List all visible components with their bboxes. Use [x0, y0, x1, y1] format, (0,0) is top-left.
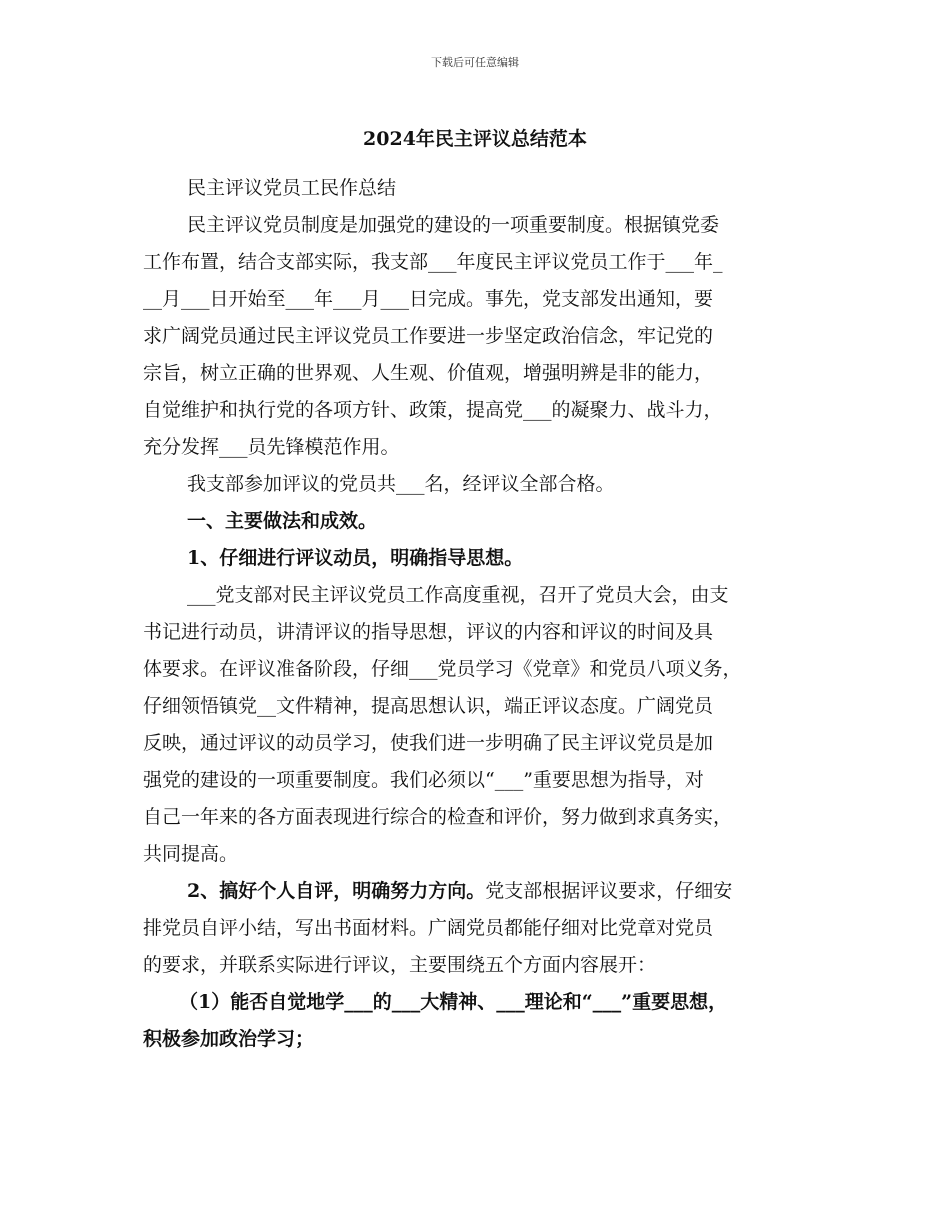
paragraph-line: ___党支部对民主评议党员工作高度重视，召开了党员大会，由支 [187, 584, 729, 606]
page-header: 下载后可任意编辑 [431, 56, 519, 69]
list-item: 积极参加政治学习； [143, 1028, 315, 1050]
paragraph-line: 工作布置，结合支部实际，我支部___年度民主评议党员工作于___年_ [143, 251, 723, 273]
subsection-heading: 1、仔细进行评议动员，明确指导思想。 [187, 547, 524, 569]
paragraph-line: 宗旨，树立正确的世界观、人生观、价值观，增强明辨是非的能力， [143, 362, 714, 384]
paragraph-line: 民主评议党员制度是加强党的建设的一项重要制度。根据镇党委 [187, 214, 720, 236]
paragraph-line: 书记进行动员，讲清评议的指导思想，评议的内容和评议的时间及具 [143, 621, 714, 643]
paragraph-line: 自觉维护和执行党的各项方针、政策，提高党___的凝聚力、战斗力， [143, 399, 723, 421]
subtitle-line: 民主评议党员工民作总结 [187, 177, 397, 199]
paragraph-line: 强党的建设的一项重要制度。我们必须以“___”重要思想为指导，对 [143, 769, 704, 791]
paragraph-line: 自己一年来的各方面表现进行综合的检查和评价，努力做到求真务实， [143, 806, 733, 828]
document-title: 2024年民主评议总结范本 [363, 128, 587, 150]
subsection-heading: 2、搞好个人自评，明确努力方向。 [187, 880, 486, 902]
paragraph-line: __月___日开始至___年___月___日完成。事先，党支部发出通知，要 [143, 288, 714, 310]
paragraph-line: 排党员自评小结，写出书面材料。广阔党员都能仔细对比党章对党员 [143, 917, 714, 939]
paragraph-line: 的要求，并联系实际进行评议，主要围绕五个方面内容展开： [143, 954, 657, 976]
paragraph-line: 我支部参加评议的党员共___名，经评议全部合格。 [187, 473, 615, 495]
list-item: （1）能否自觉地学___的___大精神、___理论和“___”重要思想， [179, 991, 728, 1013]
document-body [143, 170, 815, 1058]
paragraph-line: 仔细领悟镇党__文件精神，提高思想认识，端正评议态度。广阔党员 [143, 695, 714, 717]
paragraph-text: 党支部根据评议要求，仔细安 [485, 880, 733, 902]
section-heading: 一、主要做法和成效。 [187, 510, 378, 532]
paragraph-line: 反映，通过评议的动员学习，使我们进一步明确了民主评议党员是加 [143, 732, 714, 754]
paragraph-line: 共同提高。 [143, 843, 239, 865]
paragraph-line: 求广阔党员通过民主评议党员工作要进一步坚定政治信念，牢记党的 [143, 325, 714, 347]
paragraph-line [143, 873, 815, 910]
paragraph-line: 体要求。在评议准备阶段，仔细___党员学习《党章》和党员八项义务， [143, 658, 742, 680]
paragraph-line: 充分发挥___员先锋模范作用。 [143, 436, 400, 458]
